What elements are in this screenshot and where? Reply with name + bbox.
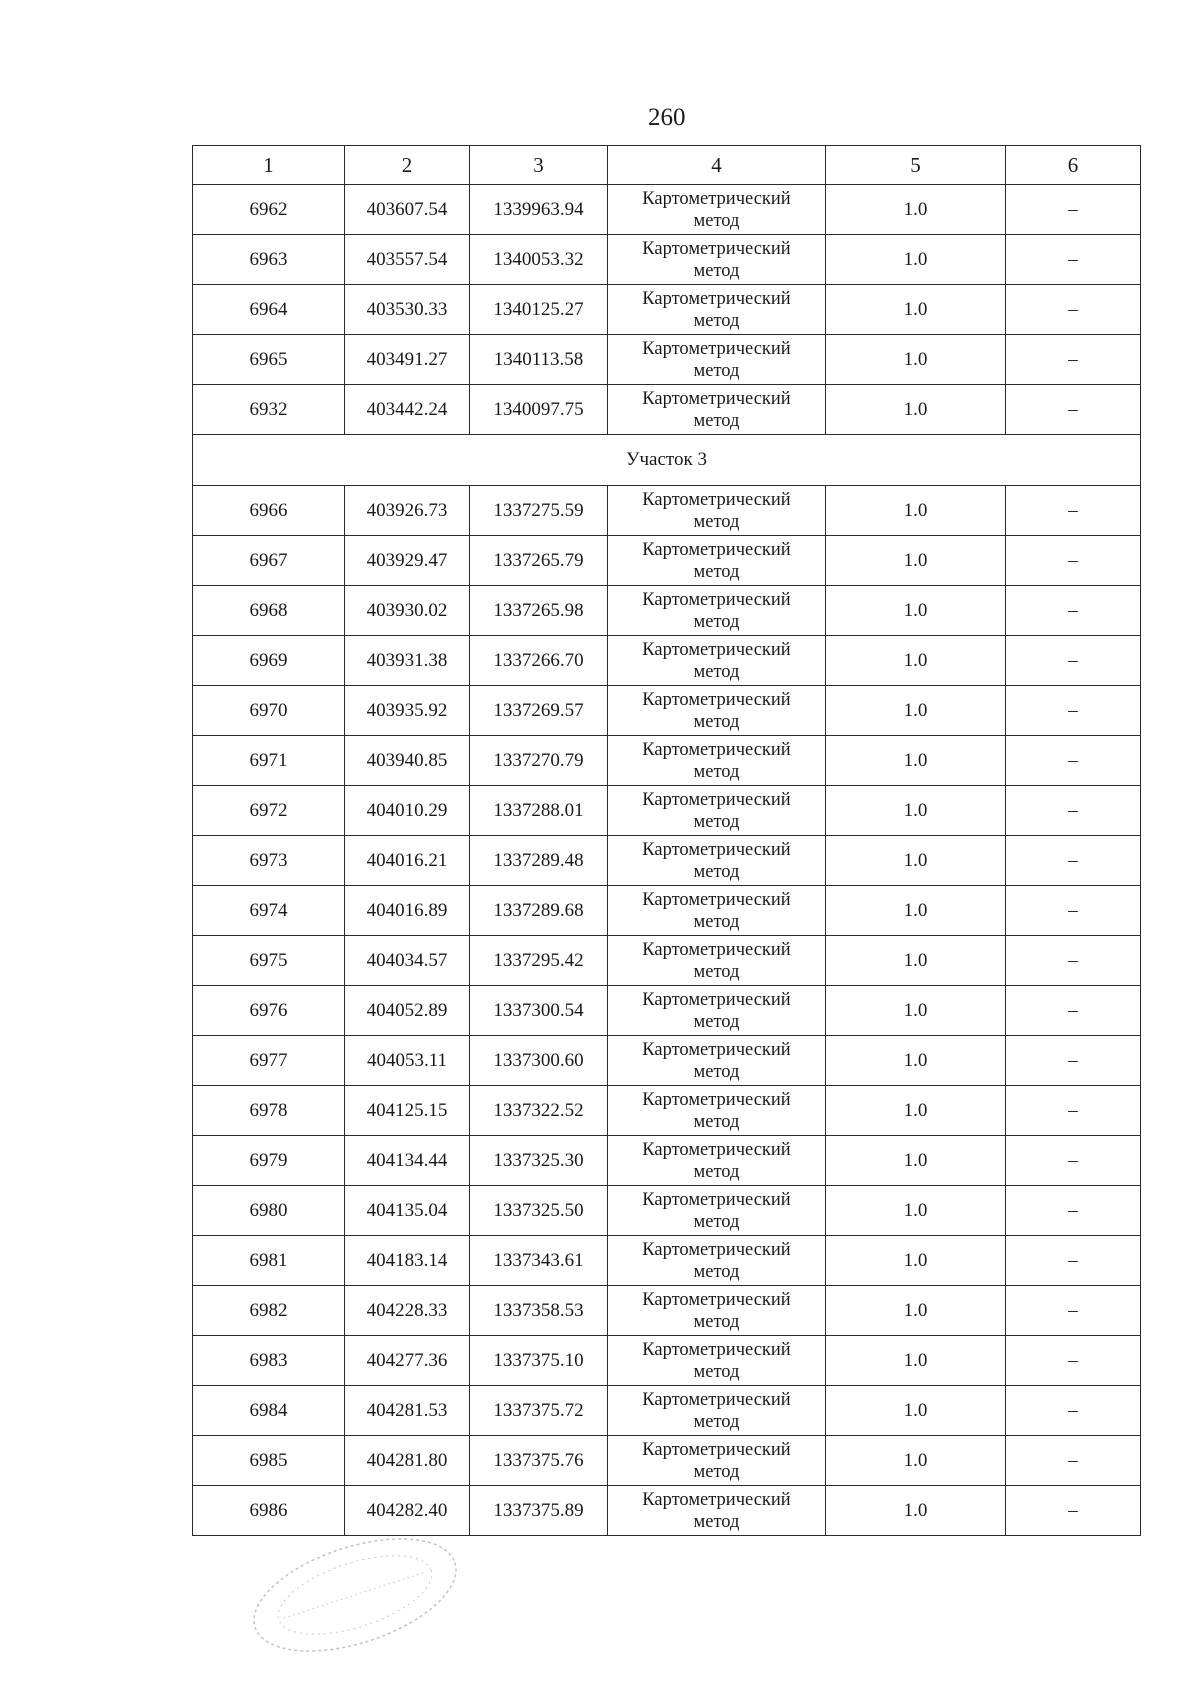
x-coordinate-cell: 403530.33 (345, 285, 470, 335)
table-row (193, 636, 1141, 686)
method-line-2: метод (693, 811, 740, 832)
accuracy-cell: 1.0 (826, 1286, 1006, 1336)
method-line-1: Картометрический (642, 689, 791, 710)
x-coordinate-cell: 403935.92 (345, 686, 470, 736)
method-line-2: метод (693, 711, 740, 732)
accuracy-cell: 1.0 (826, 836, 1006, 886)
table-row (193, 285, 1141, 335)
method-line-1: Картометрический (642, 1439, 791, 1460)
table-row (193, 1136, 1141, 1186)
method-cell (608, 536, 826, 586)
method-line-2: метод (693, 1061, 740, 1082)
method-line-1: Картометрический (642, 388, 791, 409)
point-number-cell: 6968 (193, 586, 345, 636)
method-cell (608, 1436, 826, 1486)
point-number-cell: 6985 (193, 1436, 345, 1486)
x-coordinate-cell: 403940.85 (345, 736, 470, 786)
x-coordinate-cell: 403442.24 (345, 385, 470, 435)
description-cell: – (1006, 1386, 1141, 1436)
table-row (193, 986, 1141, 1036)
method-line-2: метод (693, 1111, 740, 1132)
method-line-2: метод (693, 611, 740, 632)
method-line-1: Картометрический (642, 1039, 791, 1060)
accuracy-cell: 1.0 (826, 486, 1006, 536)
x-coordinate-cell: 404277.36 (345, 1336, 470, 1386)
accuracy-cell: 1.0 (826, 335, 1006, 385)
point-number-cell: 6984 (193, 1386, 345, 1436)
method-line-1: Картометрический (642, 839, 791, 860)
description-cell: – (1006, 1136, 1141, 1186)
column-header-4: 4 (608, 146, 826, 185)
description-cell: – (1006, 1186, 1141, 1236)
page-number: 260 (648, 104, 686, 131)
table-row (193, 686, 1141, 736)
accuracy-cell: 1.0 (826, 1386, 1006, 1436)
table-row (193, 1386, 1141, 1436)
y-coordinate-cell: 1337270.79 (470, 736, 608, 786)
table-row (193, 836, 1141, 886)
x-coordinate-cell: 403926.73 (345, 486, 470, 536)
y-coordinate-cell: 1337275.59 (470, 486, 608, 536)
accuracy-cell: 1.0 (826, 586, 1006, 636)
x-coordinate-cell: 403931.38 (345, 636, 470, 686)
method-line-1: Картометрический (642, 1389, 791, 1410)
method-cell (608, 636, 826, 686)
description-cell: – (1006, 636, 1141, 686)
x-coordinate-cell: 404134.44 (345, 1136, 470, 1186)
y-coordinate-cell: 1337375.76 (470, 1436, 608, 1486)
method-cell (608, 385, 826, 435)
y-coordinate-cell: 1340113.58 (470, 335, 608, 385)
table-row (193, 1186, 1141, 1236)
accuracy-cell: 1.0 (826, 886, 1006, 936)
accuracy-cell: 1.0 (826, 185, 1006, 235)
x-coordinate-cell: 403930.02 (345, 586, 470, 636)
accuracy-cell: 1.0 (826, 385, 1006, 435)
accuracy-cell: 1.0 (826, 636, 1006, 686)
y-coordinate-cell: 1340053.32 (470, 235, 608, 285)
y-coordinate-cell: 1337322.52 (470, 1086, 608, 1136)
y-coordinate-cell: 1337358.53 (470, 1286, 608, 1336)
point-number-cell: 6983 (193, 1336, 345, 1386)
method-cell (608, 586, 826, 636)
description-cell: – (1006, 1336, 1141, 1386)
y-coordinate-cell: 1337325.30 (470, 1136, 608, 1186)
method-cell (608, 1136, 826, 1186)
method-cell (608, 285, 826, 335)
y-coordinate-cell: 1337325.50 (470, 1186, 608, 1236)
accuracy-cell: 1.0 (826, 1486, 1006, 1536)
table-row (193, 586, 1141, 636)
method-line-2: метод (693, 310, 740, 331)
accuracy-cell: 1.0 (826, 1436, 1006, 1486)
y-coordinate-cell: 1340097.75 (470, 385, 608, 435)
description-cell: – (1006, 486, 1141, 536)
accuracy-cell: 1.0 (826, 786, 1006, 836)
table-row (193, 385, 1141, 435)
y-coordinate-cell: 1337375.89 (470, 1486, 608, 1536)
accuracy-cell: 1.0 (826, 235, 1006, 285)
table-row (193, 486, 1141, 536)
x-coordinate-cell: 403929.47 (345, 536, 470, 586)
accuracy-cell: 1.0 (826, 936, 1006, 986)
description-cell: – (1006, 786, 1141, 836)
section-row-group (193, 435, 1141, 486)
method-line-2: метод (693, 1411, 740, 1432)
y-coordinate-cell: 1337266.70 (470, 636, 608, 686)
y-coordinate-cell: 1337289.48 (470, 836, 608, 886)
method-line-2: метод (693, 260, 740, 281)
description-cell: – (1006, 185, 1141, 235)
method-line-1: Картометрический (642, 1189, 791, 1210)
method-line-2: метод (693, 410, 740, 431)
description-cell: – (1006, 1036, 1141, 1086)
description-cell: – (1006, 285, 1141, 335)
accuracy-cell: 1.0 (826, 536, 1006, 586)
table-row (193, 1086, 1141, 1136)
y-coordinate-cell: 1337375.72 (470, 1386, 608, 1436)
method-line-2: метод (693, 1461, 740, 1482)
table-row (193, 335, 1141, 385)
method-cell (608, 1386, 826, 1436)
method-line-1: Картометрический (642, 1089, 791, 1110)
accuracy-cell: 1.0 (826, 285, 1006, 335)
y-coordinate-cell: 1337375.10 (470, 1336, 608, 1386)
point-number-cell: 6977 (193, 1036, 345, 1086)
method-line-2: метод (693, 210, 740, 231)
method-cell (608, 686, 826, 736)
point-number-cell: 6966 (193, 486, 345, 536)
point-number-cell: 6975 (193, 936, 345, 986)
method-line-1: Картометрический (642, 789, 791, 810)
point-number-cell: 6973 (193, 836, 345, 886)
method-line-2: метод (693, 1261, 740, 1282)
point-number-cell: 6978 (193, 1086, 345, 1136)
y-coordinate-cell: 1337295.42 (470, 936, 608, 986)
point-number-cell: 6981 (193, 1236, 345, 1286)
method-cell (608, 736, 826, 786)
table-row (193, 786, 1141, 836)
method-line-1: Картометрический (642, 739, 791, 760)
y-coordinate-cell: 1337300.54 (470, 986, 608, 1036)
accuracy-cell: 1.0 (826, 1036, 1006, 1086)
method-line-2: метод (693, 911, 740, 932)
table-header-row (193, 146, 1141, 185)
x-coordinate-cell: 404016.89 (345, 886, 470, 936)
point-number-cell: 6967 (193, 536, 345, 586)
method-line-1: Картометрический (642, 939, 791, 960)
column-header-5: 5 (826, 146, 1006, 185)
column-header-3: 3 (470, 146, 608, 185)
y-coordinate-cell: 1337300.60 (470, 1036, 608, 1086)
point-number-cell: 6964 (193, 285, 345, 335)
point-number-cell: 6965 (193, 335, 345, 385)
x-coordinate-cell: 404053.11 (345, 1036, 470, 1086)
method-line-1: Картометрический (642, 1139, 791, 1160)
y-coordinate-cell: 1337343.61 (470, 1236, 608, 1286)
table-row (193, 1486, 1141, 1536)
point-number-cell: 6976 (193, 986, 345, 1036)
column-header-2: 2 (345, 146, 470, 185)
method-cell (608, 786, 826, 836)
accuracy-cell: 1.0 (826, 686, 1006, 736)
description-cell: – (1006, 936, 1141, 986)
x-coordinate-cell: 404034.57 (345, 936, 470, 986)
point-number-cell: 6962 (193, 185, 345, 235)
description-cell: – (1006, 1286, 1141, 1336)
accuracy-cell: 1.0 (826, 1086, 1006, 1136)
description-cell: – (1006, 536, 1141, 586)
method-cell (608, 986, 826, 1036)
method-line-1: Картометрический (642, 188, 791, 209)
method-cell (608, 1236, 826, 1286)
point-number-cell: 6986 (193, 1486, 345, 1536)
method-cell (608, 1336, 826, 1386)
accuracy-cell: 1.0 (826, 1336, 1006, 1386)
method-line-1: Картометрический (642, 1239, 791, 1260)
method-line-1: Картометрический (642, 1339, 791, 1360)
method-line-2: метод (693, 961, 740, 982)
point-number-cell: 6971 (193, 736, 345, 786)
method-cell (608, 1286, 826, 1336)
method-line-2: метод (693, 661, 740, 682)
column-header-1: 1 (193, 146, 345, 185)
y-coordinate-cell: 1337289.68 (470, 886, 608, 936)
method-cell (608, 185, 826, 235)
accuracy-cell: 1.0 (826, 1136, 1006, 1186)
method-line-2: метод (693, 1011, 740, 1032)
x-coordinate-cell: 403491.27 (345, 335, 470, 385)
x-coordinate-cell: 403557.54 (345, 235, 470, 285)
y-coordinate-cell: 1337265.79 (470, 536, 608, 586)
method-cell (608, 235, 826, 285)
coordinates-table (192, 145, 1141, 1536)
x-coordinate-cell: 404016.21 (345, 836, 470, 886)
x-coordinate-cell: 404183.14 (345, 1236, 470, 1286)
point-number-cell: 6982 (193, 1286, 345, 1336)
point-number-cell: 6972 (193, 786, 345, 836)
table-body-bottom (193, 486, 1141, 1536)
method-line-2: метод (693, 511, 740, 532)
table-row (193, 536, 1141, 586)
description-cell: – (1006, 385, 1141, 435)
accuracy-cell: 1.0 (826, 736, 1006, 786)
method-line-1: Картометрический (642, 1289, 791, 1310)
method-line-1: Картометрический (642, 238, 791, 259)
table-row (193, 736, 1141, 786)
description-cell: – (1006, 986, 1141, 1036)
table-row (193, 886, 1141, 936)
method-cell (608, 1086, 826, 1136)
method-cell (608, 335, 826, 385)
method-line-1: Картометрический (642, 338, 791, 359)
table-row (193, 1436, 1141, 1486)
x-coordinate-cell: 404228.33 (345, 1286, 470, 1336)
method-line-2: метод (693, 1311, 740, 1332)
method-line-1: Картометрический (642, 639, 791, 660)
table-row (193, 1036, 1141, 1086)
point-number-cell: 6969 (193, 636, 345, 686)
description-cell: – (1006, 736, 1141, 786)
method-line-2: метод (693, 761, 740, 782)
x-coordinate-cell: 404052.89 (345, 986, 470, 1036)
accuracy-cell: 1.0 (826, 1186, 1006, 1236)
method-line-1: Картометрический (642, 1489, 791, 1510)
method-line-1: Картометрический (642, 489, 791, 510)
method-cell (608, 486, 826, 536)
description-cell: – (1006, 686, 1141, 736)
y-coordinate-cell: 1339963.94 (470, 185, 608, 235)
x-coordinate-cell: 404135.04 (345, 1186, 470, 1236)
section-label: Участок 3 (193, 435, 1141, 486)
method-line-2: метод (693, 861, 740, 882)
method-cell (608, 1186, 826, 1236)
column-header-6: 6 (1006, 146, 1141, 185)
table-body-top (193, 185, 1141, 435)
y-coordinate-cell: 1340125.27 (470, 285, 608, 335)
method-line-2: метод (693, 1161, 740, 1182)
point-number-cell: 6932 (193, 385, 345, 435)
description-cell: – (1006, 836, 1141, 886)
x-coordinate-cell: 404281.80 (345, 1436, 470, 1486)
y-coordinate-cell: 1337265.98 (470, 586, 608, 636)
description-cell: – (1006, 586, 1141, 636)
table-row (193, 235, 1141, 285)
description-cell: – (1006, 1436, 1141, 1486)
description-cell: – (1006, 886, 1141, 936)
method-line-1: Картометрический (642, 288, 791, 309)
table-row (193, 1286, 1141, 1336)
description-cell: – (1006, 1236, 1141, 1286)
method-line-2: метод (693, 561, 740, 582)
table-row (193, 1236, 1141, 1286)
point-number-cell: 6974 (193, 886, 345, 936)
description-cell: – (1006, 1086, 1141, 1136)
description-cell: – (1006, 1486, 1141, 1536)
accuracy-cell: 1.0 (826, 1236, 1006, 1286)
x-coordinate-cell: 404010.29 (345, 786, 470, 836)
section-row (193, 435, 1141, 486)
method-cell (608, 1036, 826, 1086)
x-coordinate-cell: 404282.40 (345, 1486, 470, 1536)
method-line-1: Картометрический (642, 589, 791, 610)
point-number-cell: 6963 (193, 235, 345, 285)
x-coordinate-cell: 403607.54 (345, 185, 470, 235)
point-number-cell: 6970 (193, 686, 345, 736)
accuracy-cell: 1.0 (826, 986, 1006, 1036)
method-line-1: Картометрический (642, 539, 791, 560)
point-number-cell: 6980 (193, 1186, 345, 1236)
method-cell (608, 886, 826, 936)
method-line-2: метод (693, 360, 740, 381)
y-coordinate-cell: 1337288.01 (470, 786, 608, 836)
description-cell: – (1006, 235, 1141, 285)
y-coordinate-cell: 1337269.57 (470, 686, 608, 736)
method-cell (608, 836, 826, 886)
method-cell (608, 1486, 826, 1536)
table-row (193, 1336, 1141, 1386)
table-row (193, 936, 1141, 986)
method-line-2: метод (693, 1511, 740, 1532)
method-line-2: метод (693, 1211, 740, 1232)
method-line-1: Картометрический (642, 989, 791, 1010)
table-row (193, 185, 1141, 235)
method-line-2: метод (693, 1361, 740, 1382)
description-cell: – (1006, 335, 1141, 385)
point-number-cell: 6979 (193, 1136, 345, 1186)
x-coordinate-cell: 404125.15 (345, 1086, 470, 1136)
x-coordinate-cell: 404281.53 (345, 1386, 470, 1436)
method-cell (608, 936, 826, 986)
method-line-1: Картометрический (642, 889, 791, 910)
